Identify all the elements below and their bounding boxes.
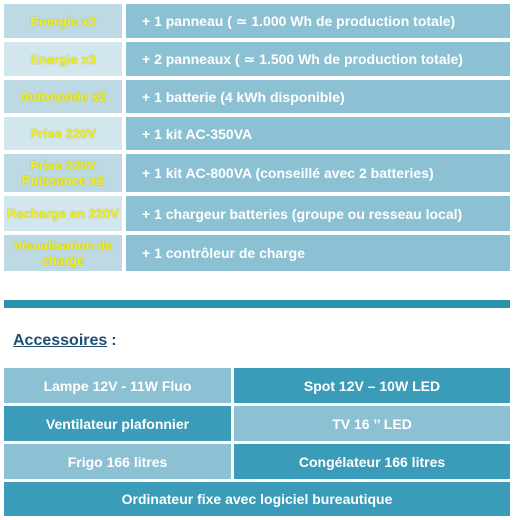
options-table bbox=[4, 4, 510, 275]
accessories-title bbox=[13, 332, 117, 350]
accessories-row bbox=[4, 368, 510, 403]
accessory-item: TV 16 ’’ LED bbox=[234, 406, 510, 441]
option-row bbox=[4, 80, 510, 113]
option-value: + 1 contrôleur de charge bbox=[126, 235, 510, 271]
accessory-item: Ordinateur fixe avec logiciel bureautique bbox=[4, 482, 510, 516]
accessories-title-colon: : bbox=[111, 332, 117, 349]
accessory-item: Spot 12V – 10W LED bbox=[234, 368, 510, 403]
option-label: Visualisation de charge bbox=[4, 235, 122, 271]
option-row bbox=[4, 196, 510, 231]
option-row bbox=[4, 42, 510, 76]
accessory-item: Lampe 12V - 11W Fluo bbox=[4, 368, 231, 403]
option-row bbox=[4, 154, 510, 192]
option-value: + 1 kit AC-350VA bbox=[126, 117, 510, 150]
accessory-item: Congélateur 166 litres bbox=[234, 444, 510, 479]
option-value: + 1 panneau ( ≃ 1.000 Wh de production totale) bbox=[126, 4, 510, 38]
option-label: Prise 220V bbox=[4, 117, 122, 150]
option-value: + 2 panneaux ( ≃ 1.500 Wh de production totale) bbox=[126, 42, 510, 76]
section-divider bbox=[4, 300, 510, 308]
option-value: + 1 kit AC-800VA (conseillé avec 2 batteries) bbox=[126, 154, 510, 192]
option-label: Prise 220V Puissance x2 bbox=[4, 154, 122, 192]
option-label: Energie x3 bbox=[4, 42, 122, 76]
accessories-row bbox=[4, 406, 510, 441]
option-row bbox=[4, 235, 510, 271]
accessories-title-text: Accessoires bbox=[13, 332, 108, 349]
option-row bbox=[4, 4, 510, 38]
option-value: + 1 batterie (4 kWh disponible) bbox=[126, 80, 510, 113]
accessories-row bbox=[4, 444, 510, 479]
option-label: Autonomie x2 bbox=[4, 80, 122, 113]
option-label: Recharge en 220V bbox=[4, 196, 122, 231]
option-row bbox=[4, 117, 510, 150]
accessories-row bbox=[4, 482, 510, 516]
option-label: Energie x2 bbox=[4, 4, 122, 38]
option-value: + 1 chargeur batteries (groupe ou resseau local) bbox=[126, 196, 510, 231]
accessories-grid bbox=[4, 368, 510, 519]
accessory-item: Frigo 166 litres bbox=[4, 444, 231, 479]
accessory-item: Ventilateur plafonnier bbox=[4, 406, 231, 441]
